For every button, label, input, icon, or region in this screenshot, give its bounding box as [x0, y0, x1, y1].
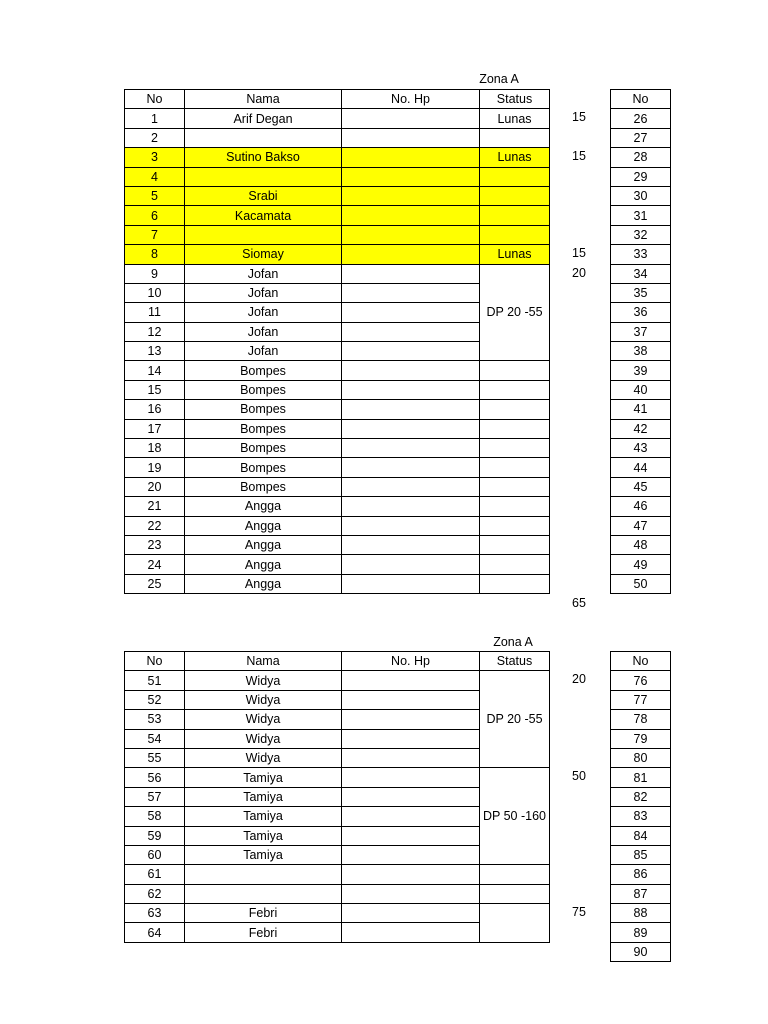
- right-no: 42: [611, 419, 671, 438]
- row-hp: [342, 439, 480, 458]
- row-nama: Bompes: [185, 458, 342, 477]
- row-hp: [342, 206, 480, 225]
- right-row: [611, 186, 671, 205]
- header-row: [125, 652, 550, 671]
- right-no: 40: [611, 380, 671, 399]
- side-value: 75: [572, 905, 586, 920]
- row-hp: [342, 555, 480, 574]
- right-row: [611, 439, 671, 458]
- right-row: [611, 497, 671, 516]
- row-status: [480, 361, 550, 380]
- header-hp: No. Hp: [342, 652, 480, 671]
- row-status-merged: DP 50 -160: [480, 768, 550, 865]
- section-2-clip: [0, 640, 768, 960]
- row-nama: [185, 225, 342, 244]
- row-hp: [342, 283, 480, 302]
- row-status: [480, 477, 550, 496]
- table-row: [125, 768, 550, 787]
- row-status: [480, 497, 550, 516]
- row-no: 51: [125, 671, 185, 690]
- row-status: [480, 458, 550, 477]
- table-row: [125, 535, 550, 554]
- table-row: [125, 109, 550, 128]
- main-table-2: [124, 651, 550, 943]
- row-nama: Bompes: [185, 361, 342, 380]
- row-nama: Jofan: [185, 283, 342, 302]
- row-nama: Tamiya: [185, 845, 342, 864]
- right-no: 80: [611, 748, 671, 767]
- header-nama: Nama: [185, 90, 342, 109]
- row-no: 63: [125, 904, 185, 923]
- row-status: [480, 574, 550, 593]
- row-hp: [342, 574, 480, 593]
- row-hp: [342, 128, 480, 147]
- right-row: [611, 303, 671, 322]
- row-no: 25: [125, 574, 185, 593]
- right-no: 35: [611, 283, 671, 302]
- right-row: [611, 419, 671, 438]
- row-nama: Widya: [185, 710, 342, 729]
- table-row: [125, 128, 550, 147]
- right-table-1: [610, 89, 671, 594]
- table-row: [125, 225, 550, 244]
- row-nama: [185, 865, 342, 884]
- right-row: [611, 400, 671, 419]
- table-row: [125, 264, 550, 283]
- row-no: 20: [125, 477, 185, 496]
- row-nama: Widya: [185, 671, 342, 690]
- row-hp: [342, 264, 480, 283]
- row-nama: Febri: [185, 923, 342, 942]
- row-hp: [342, 904, 480, 923]
- row-nama: Tamiya: [185, 787, 342, 806]
- right-no: 85: [611, 845, 671, 864]
- row-hp: [342, 710, 480, 729]
- right-no: 76: [611, 671, 671, 690]
- row-status: [480, 535, 550, 554]
- row-hp: [342, 690, 480, 709]
- row-no: 11: [125, 303, 185, 322]
- table-row: [125, 419, 550, 438]
- right-no: 83: [611, 807, 671, 826]
- row-hp: [342, 729, 480, 748]
- side-value: 15: [572, 149, 586, 164]
- right-no: 32: [611, 225, 671, 244]
- row-status: [480, 167, 550, 186]
- row-no: 8: [125, 245, 185, 264]
- row-nama: Srabi: [185, 186, 342, 205]
- right-no: 44: [611, 458, 671, 477]
- main-table-1: [124, 89, 550, 594]
- right-no: 30: [611, 186, 671, 205]
- row-no: 2: [125, 128, 185, 147]
- right-row: [611, 748, 671, 767]
- row-nama: Sutino Bakso: [185, 148, 342, 167]
- row-status: [480, 128, 550, 147]
- row-nama: Angga: [185, 535, 342, 554]
- right-row: [611, 942, 671, 961]
- header-nama: Nama: [185, 652, 342, 671]
- right-no: 27: [611, 128, 671, 147]
- header-hp: No. Hp: [342, 90, 480, 109]
- right-row: [611, 807, 671, 826]
- table-row: [125, 400, 550, 419]
- row-no: 60: [125, 845, 185, 864]
- side-value: 50: [572, 769, 586, 784]
- right-row: [611, 865, 671, 884]
- row-nama: Tamiya: [185, 807, 342, 826]
- row-nama: Febri: [185, 904, 342, 923]
- right-no: 47: [611, 516, 671, 535]
- row-no: 15: [125, 380, 185, 399]
- right-no: 86: [611, 865, 671, 884]
- right-no: 78: [611, 710, 671, 729]
- row-nama: Kacamata: [185, 206, 342, 225]
- row-hp: [342, 671, 480, 690]
- row-hp: [342, 400, 480, 419]
- right-row: [611, 690, 671, 709]
- right-no: 33: [611, 245, 671, 264]
- right-header-no: No: [611, 90, 671, 109]
- row-nama: Bompes: [185, 439, 342, 458]
- right-row: [611, 768, 671, 787]
- row-nama: Jofan: [185, 264, 342, 283]
- right-row: [611, 671, 671, 690]
- row-hp: [342, 748, 480, 767]
- right-no: 77: [611, 690, 671, 709]
- row-status-merged: DP 20 -55: [480, 671, 550, 768]
- right-row: [611, 535, 671, 554]
- row-nama: Angga: [185, 497, 342, 516]
- row-no: 18: [125, 439, 185, 458]
- right-no: 46: [611, 497, 671, 516]
- right-row: [611, 128, 671, 147]
- row-no: 9: [125, 264, 185, 283]
- row-no: 17: [125, 419, 185, 438]
- right-no: 50: [611, 574, 671, 593]
- right-row: [611, 516, 671, 535]
- right-no: 84: [611, 826, 671, 845]
- row-status: [480, 865, 550, 884]
- row-nama: Arif Degan: [185, 109, 342, 128]
- row-hp: [342, 380, 480, 399]
- row-hp: [342, 865, 480, 884]
- row-status: [480, 884, 550, 903]
- row-no: 7: [125, 225, 185, 244]
- right-row: [611, 884, 671, 903]
- row-no: 6: [125, 206, 185, 225]
- table-row: [125, 439, 550, 458]
- right-row: [611, 245, 671, 264]
- row-no: 19: [125, 458, 185, 477]
- row-hp: [342, 497, 480, 516]
- table-row: [125, 865, 550, 884]
- row-no: 3: [125, 148, 185, 167]
- row-nama: Jofan: [185, 342, 342, 361]
- row-hp: [342, 167, 480, 186]
- row-no: 12: [125, 322, 185, 341]
- row-hp: [342, 322, 480, 341]
- right-row: [611, 342, 671, 361]
- right-row: [611, 109, 671, 128]
- right-header-no: No: [611, 652, 671, 671]
- row-no: 22: [125, 516, 185, 535]
- row-hp: [342, 361, 480, 380]
- header-row: [125, 90, 550, 109]
- row-nama: Jofan: [185, 303, 342, 322]
- row-no: 1: [125, 109, 185, 128]
- zona-label-2: Zona A: [493, 635, 533, 649]
- row-status-merged: [480, 904, 550, 943]
- table-row: [125, 458, 550, 477]
- table-row: [125, 380, 550, 399]
- header-status: Status: [480, 90, 550, 109]
- right-row: [611, 710, 671, 729]
- row-nama: Angga: [185, 555, 342, 574]
- row-status: [480, 516, 550, 535]
- row-nama: Jofan: [185, 322, 342, 341]
- row-no: 23: [125, 535, 185, 554]
- row-no: 52: [125, 690, 185, 709]
- table-row: [125, 884, 550, 903]
- row-hp: [342, 768, 480, 787]
- row-nama: Bompes: [185, 477, 342, 496]
- row-hp: [342, 419, 480, 438]
- row-status: Lunas: [480, 109, 550, 128]
- right-no: 41: [611, 400, 671, 419]
- row-status-merged: DP 20 -55: [480, 264, 550, 361]
- table-row: [125, 555, 550, 574]
- row-no: 56: [125, 768, 185, 787]
- right-no: 26: [611, 109, 671, 128]
- row-nama: Bompes: [185, 419, 342, 438]
- row-no: 59: [125, 826, 185, 845]
- table-row: [125, 186, 550, 205]
- row-hp: [342, 477, 480, 496]
- row-hp: [342, 245, 480, 264]
- right-row: [611, 787, 671, 806]
- right-no: 29: [611, 167, 671, 186]
- row-nama: Tamiya: [185, 826, 342, 845]
- row-no: 54: [125, 729, 185, 748]
- right-no: 36: [611, 303, 671, 322]
- right-no: 48: [611, 535, 671, 554]
- table-row: [125, 477, 550, 496]
- zona-label-1: Zona A: [479, 72, 519, 86]
- right-row: [611, 322, 671, 341]
- row-no: 55: [125, 748, 185, 767]
- right-row: [611, 845, 671, 864]
- row-status: [480, 400, 550, 419]
- table-row: [125, 497, 550, 516]
- row-status: [480, 225, 550, 244]
- right-row: [611, 477, 671, 496]
- right-no: 89: [611, 923, 671, 942]
- header-no: No: [125, 652, 185, 671]
- right-no: 81: [611, 768, 671, 787]
- row-nama: [185, 884, 342, 903]
- row-hp: [342, 807, 480, 826]
- row-nama: Bompes: [185, 400, 342, 419]
- row-status: [480, 206, 550, 225]
- right-row: [611, 264, 671, 283]
- row-hp: [342, 342, 480, 361]
- row-hp: [342, 458, 480, 477]
- right-row: [611, 380, 671, 399]
- row-hp: [342, 303, 480, 322]
- right-row: [611, 225, 671, 244]
- table-row: [125, 574, 550, 593]
- table-row: [125, 671, 550, 690]
- row-hp: [342, 148, 480, 167]
- row-nama: Widya: [185, 748, 342, 767]
- row-status: [480, 555, 550, 574]
- right-no: 43: [611, 439, 671, 458]
- row-nama: Tamiya: [185, 768, 342, 787]
- row-no: 64: [125, 923, 185, 942]
- right-no: 79: [611, 729, 671, 748]
- table-row: [125, 516, 550, 535]
- row-hp: [342, 845, 480, 864]
- row-hp: [342, 826, 480, 845]
- right-no: 34: [611, 264, 671, 283]
- row-no: 4: [125, 167, 185, 186]
- row-hp: [342, 923, 480, 942]
- total-value: 65: [572, 596, 586, 610]
- row-hp: [342, 787, 480, 806]
- side-value: 15: [572, 110, 586, 125]
- row-no: 62: [125, 884, 185, 903]
- row-hp: [342, 186, 480, 205]
- right-no: 37: [611, 322, 671, 341]
- right-no: 39: [611, 361, 671, 380]
- row-no: 14: [125, 361, 185, 380]
- row-no: 57: [125, 787, 185, 806]
- row-no: 61: [125, 865, 185, 884]
- row-nama: Angga: [185, 574, 342, 593]
- right-no: 38: [611, 342, 671, 361]
- row-status: Lunas: [480, 148, 550, 167]
- side-value: 20: [572, 672, 586, 687]
- row-no: 10: [125, 283, 185, 302]
- right-no: 88: [611, 904, 671, 923]
- row-no: 13: [125, 342, 185, 361]
- right-row: [611, 167, 671, 186]
- table-row: [125, 206, 550, 225]
- row-nama: Bompes: [185, 380, 342, 399]
- header-status: Status: [480, 652, 550, 671]
- row-no: 5: [125, 186, 185, 205]
- table-row: [125, 245, 550, 264]
- row-status: [480, 419, 550, 438]
- right-no: 87: [611, 884, 671, 903]
- row-nama: [185, 167, 342, 186]
- row-no: 53: [125, 710, 185, 729]
- row-nama: [185, 128, 342, 147]
- right-no: 28: [611, 148, 671, 167]
- right-no: 90: [611, 942, 671, 961]
- row-status: Lunas: [480, 245, 550, 264]
- side-value: 20: [572, 265, 586, 280]
- right-table-2: [610, 651, 671, 962]
- right-row: [611, 826, 671, 845]
- row-status: [480, 439, 550, 458]
- row-hp: [342, 535, 480, 554]
- right-row: [611, 458, 671, 477]
- right-no: 31: [611, 206, 671, 225]
- right-row: [611, 361, 671, 380]
- right-no: 45: [611, 477, 671, 496]
- row-hp: [342, 109, 480, 128]
- right-no: 82: [611, 787, 671, 806]
- table-row: [125, 148, 550, 167]
- row-hp: [342, 225, 480, 244]
- right-row: [611, 206, 671, 225]
- row-status: [480, 186, 550, 205]
- row-hp: [342, 884, 480, 903]
- right-no: 49: [611, 555, 671, 574]
- right-row: [611, 729, 671, 748]
- table-row: [125, 167, 550, 186]
- table-row: [125, 361, 550, 380]
- row-nama: Angga: [185, 516, 342, 535]
- row-status: [480, 380, 550, 399]
- right-row: [611, 574, 671, 593]
- row-no: 58: [125, 807, 185, 826]
- header-no: No: [125, 90, 185, 109]
- row-no: 21: [125, 497, 185, 516]
- table-row: [125, 904, 550, 923]
- right-row: [611, 283, 671, 302]
- row-no: 24: [125, 555, 185, 574]
- right-row: [611, 555, 671, 574]
- row-nama: Widya: [185, 690, 342, 709]
- row-nama: Widya: [185, 729, 342, 748]
- row-nama: Siomay: [185, 245, 342, 264]
- right-row: [611, 923, 671, 942]
- right-row: [611, 904, 671, 923]
- side-value: 15: [572, 246, 586, 261]
- row-no: 16: [125, 400, 185, 419]
- row-hp: [342, 516, 480, 535]
- right-row: [611, 148, 671, 167]
